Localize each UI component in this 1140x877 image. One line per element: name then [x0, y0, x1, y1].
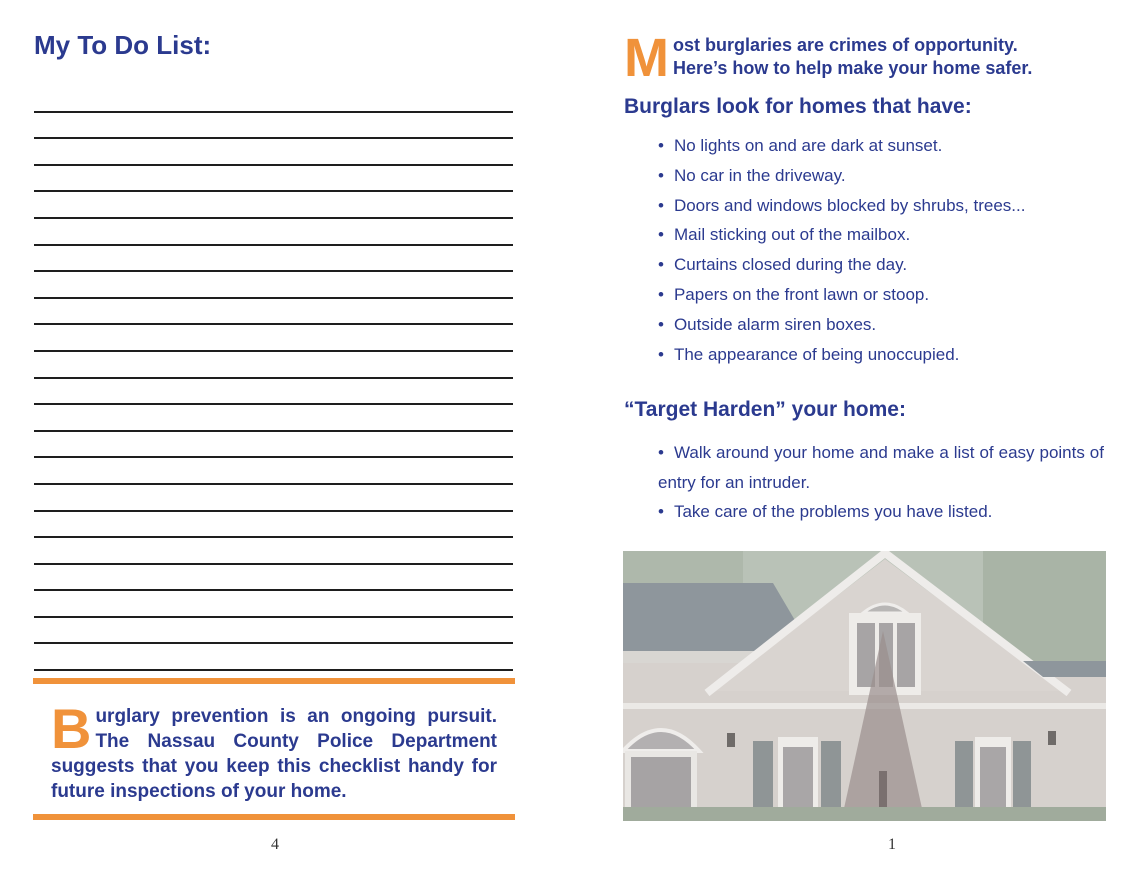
target-harden-heading: “Target Harden” your home:	[624, 398, 906, 421]
page-number-left: 4	[271, 836, 279, 853]
todo-line	[34, 325, 513, 352]
todo-writing-lines	[34, 86, 513, 671]
callout-text	[51, 697, 497, 804]
todo-line	[34, 618, 513, 645]
prevention-callout	[33, 678, 515, 820]
list-item: • The appearance of being unoccupied.	[658, 340, 1098, 370]
intro-line-1: ost burglaries are crimes of opportunity.	[672, 35, 1018, 55]
target-harden-list	[658, 438, 1104, 527]
page-number-right: 1	[888, 836, 896, 853]
todo-line	[34, 432, 513, 459]
todo-line	[34, 246, 513, 273]
list-item: • Doors and windows blocked by shrubs, trees...	[658, 191, 1098, 221]
todo-line	[34, 166, 513, 193]
intro-paragraph	[624, 28, 1094, 88]
todo-line	[34, 405, 513, 432]
list-item: • Walk around your home and make a list of easy points of entry for an intruder.	[658, 438, 1104, 497]
todo-line	[34, 591, 513, 618]
list-item: • Mail sticking out of the mailbox.	[658, 220, 1098, 250]
dropcap-m: M	[624, 28, 669, 88]
todo-line	[34, 512, 513, 539]
todo-line	[34, 485, 513, 512]
right-page	[570, 0, 1140, 877]
todo-line	[34, 458, 513, 485]
list-item: • Curtains closed during the day.	[658, 250, 1098, 280]
todo-line	[34, 565, 513, 592]
intro-line-2: Here’s how to help make your home safer.	[672, 58, 1033, 78]
todo-line	[34, 219, 513, 246]
dropcap-b: B	[51, 697, 92, 760]
todo-line	[34, 272, 513, 299]
todo-line	[34, 379, 513, 406]
list-item: • No lights on and are dark at sunset.	[658, 131, 1098, 161]
todo-line	[34, 538, 513, 565]
todo-line	[34, 192, 513, 219]
burglars-look-list	[658, 131, 1098, 369]
todo-title: My To Do List:	[34, 30, 212, 60]
list-item: • Take care of the problems you have listed.	[658, 497, 1104, 527]
todo-line	[34, 644, 513, 671]
list-item: • Outside alarm siren boxes.	[658, 310, 1098, 340]
callout-body: urglary prevention is an ongoing pursuit. The Nassau County Police Department suggests that you keep this checklist handy for future inspections of your home.	[51, 706, 497, 802]
burglars-look-heading: Burglars look for homes that have:	[624, 95, 972, 118]
list-item: • No car in the driveway.	[658, 161, 1098, 191]
todo-line	[34, 86, 513, 113]
todo-line	[34, 352, 513, 379]
house-photo	[623, 551, 1106, 821]
todo-line	[34, 113, 513, 140]
todo-line	[34, 139, 513, 166]
list-item: • Papers on the front lawn or stoop.	[658, 280, 1098, 310]
todo-line	[34, 299, 513, 326]
